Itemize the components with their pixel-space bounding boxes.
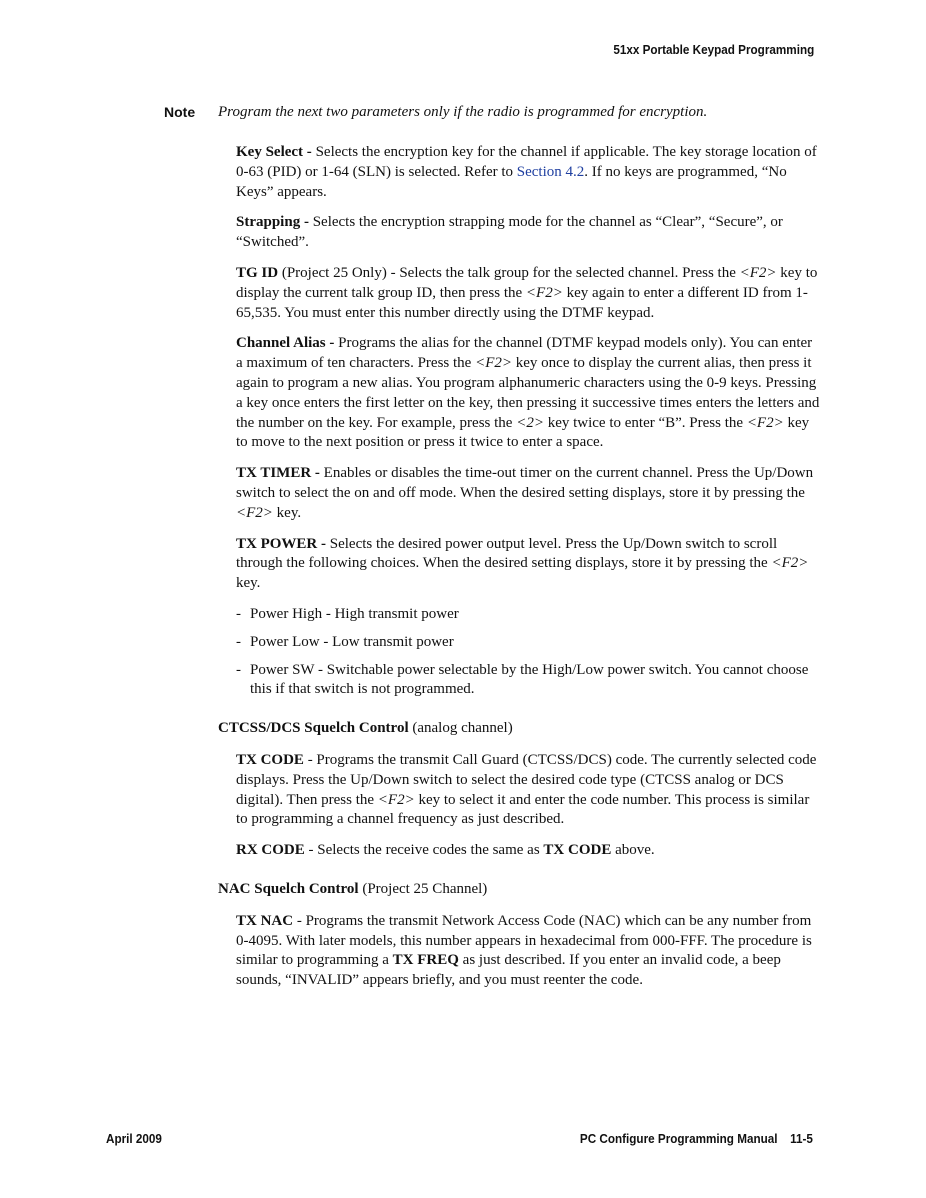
ctcss-heading <box>218 719 820 739</box>
channel-alias-paragraph <box>236 334 820 453</box>
channel-alias-text: Programs the alias for the channel (DTMF keypad models only). You can enter a maximum of ten characters. Press the <box>236 335 813 372</box>
power-option-text: Power High - High transmit power <box>250 605 459 622</box>
key-select-text: Selects the encryption key for the channel if applicable. The key storage location of 0-63 (PID) or 1-64 (SLN) is selected. Refer to <box>236 144 817 180</box>
nac-heading-text: (Project 25 Channel) <box>358 880 488 897</box>
tx-power-text: key. <box>236 575 261 592</box>
tx-code-text: - Programs the transmit Call Guard (CTCSS/DCS) code. The currently selected code displays. Press the Up/Down switch to select the desired code type (CTCSS analog or DCS digital). Then press the <box>236 751 817 808</box>
power-options-list <box>236 605 820 700</box>
strapping-paragraph <box>236 213 820 253</box>
nac-heading <box>218 880 820 900</box>
tx-power-paragraph <box>236 535 820 594</box>
key-ref: <F2> <box>739 264 777 281</box>
key-ref: <2> <box>516 414 544 431</box>
tx-nac-text: as just described. If you enter an invalid code, a beep sounds, “INVALID” appears briefly, and you must reenter the code. <box>236 952 781 989</box>
tx-nac-term: TX NAC <box>236 912 294 929</box>
key-select-paragraph <box>236 143 820 202</box>
key-ref: <F2> <box>746 414 784 431</box>
note-label: Note <box>164 104 196 120</box>
channel-alias-term: Channel Alias - <box>236 335 335 352</box>
ctcss-heading-text: (analog channel) <box>408 720 513 737</box>
key-ref: <F2> <box>771 555 809 572</box>
tg-id-text: key again to enter a different ID from 1-65,535. You must enter this number directly using the DTMF keypad. <box>236 284 808 321</box>
list-item <box>236 633 820 653</box>
channel-alias-text: key to move to the next position or press it twice to enter a space. <box>236 414 810 451</box>
tx-timer-text: key. <box>272 504 302 521</box>
key-ref: <F2> <box>475 355 513 372</box>
running-header: 51xx Portable Keypad Programming <box>613 42 814 57</box>
tg-id-paragraph <box>236 264 820 323</box>
tx-code-paragraph <box>236 751 820 830</box>
footer-manual-title: PC Configure Programming Manual <box>579 1131 778 1146</box>
tg-id-text: key to display the current talk group ID, then press the <box>236 264 818 301</box>
section-4-2-link[interactable]: Section 4.2 <box>516 163 585 180</box>
tx-code-ref: TX CODE <box>543 842 612 859</box>
list-item <box>236 661 820 701</box>
channel-alias-text: key once to display the current alias, then press it again to program a new alias. You program alphanumeric characters using the 0-9 keys. Pressing a key once enters the first letter on the key, then pressing it successive times enters the letters and the number on the key. For example, press the <box>236 355 820 431</box>
tx-code-term: TX CODE <box>236 751 304 768</box>
power-option-text: Power Low - Low transmit power <box>250 633 454 650</box>
key-ref: <F2> <box>236 504 273 521</box>
strapping-term: Strapping - <box>236 214 309 231</box>
footer-manual <box>580 1131 813 1146</box>
tx-freq-ref: TX FREQ <box>392 952 459 969</box>
tx-timer-term: TX TIMER - <box>236 465 320 482</box>
tx-code-text: key to select it and enter the code number. This process is similar to programming a channel frequency as just described. <box>236 791 810 828</box>
key-ref: <F2> <box>525 284 563 301</box>
ctcss-heading-term: CTCSS/DCS Squelch Control <box>218 720 409 737</box>
key-select-term: Key Select - <box>236 144 312 160</box>
tx-timer-paragraph <box>236 464 820 523</box>
channel-alias-text: key twice to enter “B”. Press the <box>543 414 747 431</box>
rx-code-paragraph <box>236 841 820 861</box>
tx-nac-paragraph <box>236 912 820 991</box>
dash-bullet: - <box>236 605 241 622</box>
dash-bullet: - <box>236 661 241 678</box>
key-select-text-end: . If no keys are programmed, “No Keys” appears. <box>236 163 787 200</box>
tg-id-text: (Project 25 Only) - Selects the talk group for the selected channel. Press the <box>278 264 740 281</box>
footer-date: April 2009 <box>106 1131 162 1146</box>
rx-code-text: - Selects the receive codes the same as <box>304 842 544 859</box>
key-ref: <F2> <box>377 791 415 808</box>
strapping-text: Selects the encryption strapping mode for the channel as “Clear”, “Secure”, or “Switched”. <box>236 214 783 251</box>
tx-nac-text: - Programs the transmit Network Access Code (NAC) which can be any number from 0-4095. With later models, this number appears in hexadecimal from 000-FFF. The procedure is similar to programming a <box>236 912 812 969</box>
tx-power-term: TX POWER - <box>236 535 326 552</box>
list-item <box>236 605 820 625</box>
power-option-text: Power SW - Switchable power selectable by the High/Low power switch. You cannot choose this if that switch is not programmed. <box>250 661 809 698</box>
body-content <box>218 143 820 1002</box>
tg-id-term: TG ID <box>236 264 279 281</box>
note-text: Program the next two parameters only if the radio is programmed for encryption. <box>218 104 708 120</box>
tx-timer-text: Enables or disables the time-out timer on the current channel. Press the Up/Down switch to select the on and off mode. When the desired setting displays, store it by pressing the <box>236 465 814 501</box>
rx-code-term: RX CODE <box>236 842 305 859</box>
page-number: 11-5 <box>790 1131 813 1146</box>
rx-code-text: above. <box>611 842 655 859</box>
nac-heading-term: NAC Squelch Control <box>218 880 359 897</box>
dash-bullet: - <box>236 633 241 650</box>
tx-power-text: Selects the desired power output level. Press the Up/Down switch to scroll through the following choices. When the desired setting displays, store it by pressing the <box>236 535 778 572</box>
